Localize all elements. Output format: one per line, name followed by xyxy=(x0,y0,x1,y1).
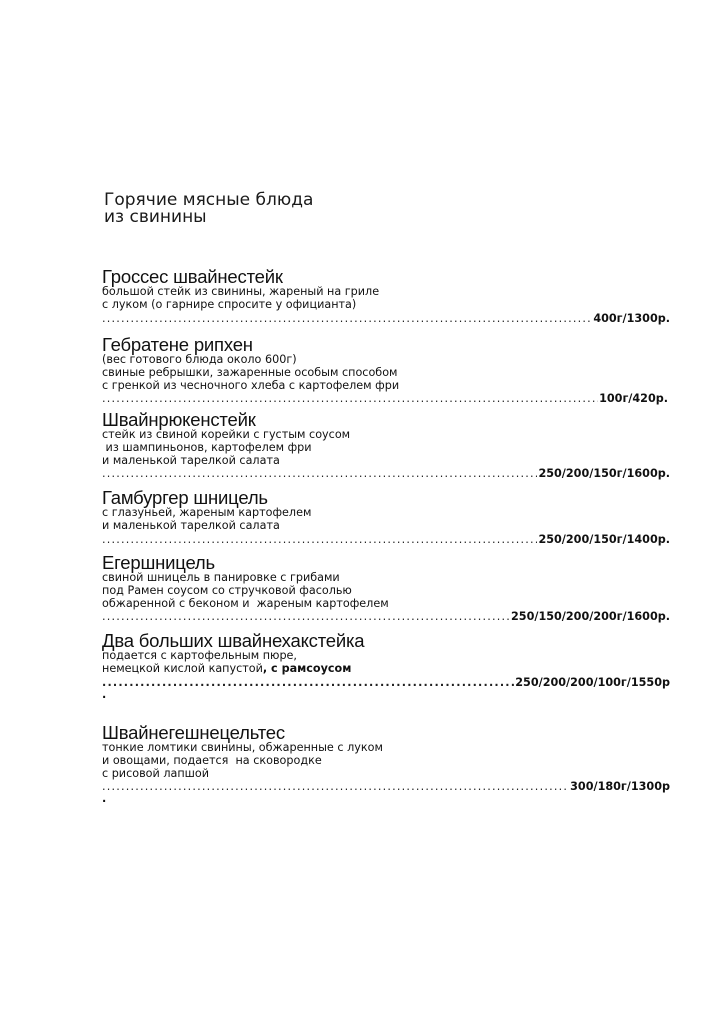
dish-name: Два больших швайнехакстейка xyxy=(102,630,365,651)
price-row xyxy=(102,780,670,793)
dot-leader xyxy=(102,467,537,480)
dish-name: Швайнрюкенстейк xyxy=(102,409,256,430)
dish-description-line: большой стейк из свинины, жареный на гриле xyxy=(102,285,380,298)
price-row xyxy=(102,467,670,480)
dish-description-line: и маленькой тарелкой салата xyxy=(102,518,280,532)
dish-description-line: тонкие ломтики свинины, обжаренные с луком xyxy=(102,741,383,754)
dot-leader xyxy=(102,312,592,325)
dish-price: 250/200/150г/1600р. xyxy=(538,467,670,481)
dish-name: Гамбургер шницель xyxy=(102,487,268,508)
price-row xyxy=(102,312,670,325)
section-title-line-1: Горячие мясные блюда xyxy=(104,190,314,210)
dish-description-line: обжаренной с беконом и жареным картофелем xyxy=(102,596,389,610)
trailing-dot: . xyxy=(102,792,107,806)
price-row xyxy=(102,533,670,546)
dish-description-text: немецкой кислой капустой xyxy=(102,661,263,675)
dish-price: 250/150/200/200г/1600р. xyxy=(511,610,670,624)
dish-description-line: подается с картофельным пюре, xyxy=(102,649,297,662)
dish-name: Гроссес швайнестейк xyxy=(102,266,283,287)
dish-name: Швайнегешнецельтес xyxy=(102,722,285,743)
dish-description-line: свиные ребрышки, зажаренные особым способом xyxy=(102,365,398,379)
dish-price: 250/200/200/100г/1550р xyxy=(515,675,670,689)
price-row xyxy=(102,392,668,405)
section-title-line-2: из свинины xyxy=(104,207,207,227)
dish-description-line: свиной шницель в панировке с грибами xyxy=(102,571,340,584)
dot-leader xyxy=(102,392,598,405)
dish-description-line: с луком (о гарнире спросите у официанта) xyxy=(102,297,357,311)
trailing-dot: . xyxy=(102,687,107,701)
menu-item xyxy=(102,410,672,480)
dish-description-line: с глазуньей, жареным картофелем xyxy=(102,506,312,519)
dish-price: 300/180г/1300р xyxy=(570,780,670,794)
dish-description-line: с гренкой из чесночного хлеба с картофелем фри xyxy=(102,378,400,392)
price-row xyxy=(102,676,670,689)
dish-description-line: с рисовой лапшой xyxy=(102,766,210,780)
dish-name: Гебратене рипхен xyxy=(102,334,253,355)
dish-description-line: (вес готового блюда около 600г) xyxy=(102,353,297,366)
dish-description-line: и маленькой тарелкой салата xyxy=(102,453,280,467)
dish-description-line: из шампиньонов, картофелем фри xyxy=(102,440,312,454)
dish-description-line: стейк из свиной корейки с густым соусом xyxy=(102,428,351,441)
menu-item xyxy=(102,723,672,805)
dish-description-line xyxy=(102,663,672,676)
section-title xyxy=(104,192,664,226)
dish-description-line: и овощами, подается на сковородке xyxy=(102,753,322,767)
price-row xyxy=(102,610,670,623)
dish-price: 250/200/150г/1400р. xyxy=(538,532,670,546)
menu-item xyxy=(102,488,672,546)
menu-item xyxy=(102,631,672,701)
dot-leader xyxy=(102,533,537,546)
dish-price: 400г/1300р. xyxy=(593,311,670,325)
dot-leader xyxy=(102,676,514,689)
dot-leader xyxy=(102,780,569,793)
menu-item xyxy=(102,553,672,623)
dish-price: 100г/420р. xyxy=(599,392,668,406)
menu-item xyxy=(102,335,672,405)
dish-sauce-note: , с рамсоусом xyxy=(262,661,352,675)
menu-item xyxy=(102,267,672,325)
dish-name: Егершницель xyxy=(102,552,215,573)
dot-leader xyxy=(102,610,510,623)
dish-description-line: под Рамен соусом со стручковой фасолью xyxy=(102,583,352,597)
